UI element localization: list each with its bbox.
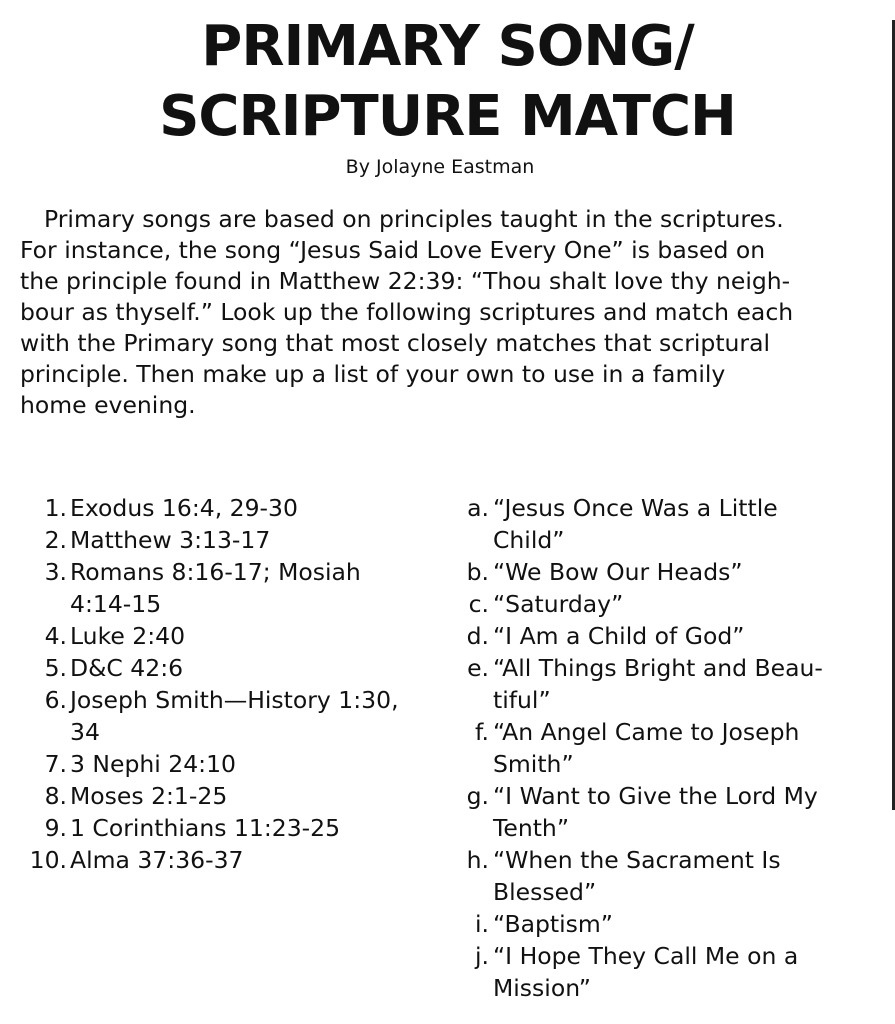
song-title-continued: Blessed” xyxy=(493,878,597,906)
scripture-number: 10. xyxy=(29,846,67,874)
intro-line: bour as thyself.” Look up the following scriptures and match each xyxy=(20,298,794,326)
song-title: “All Things Bright and Beau- xyxy=(493,654,823,682)
song-item xyxy=(455,588,875,620)
scripture-reference: Matthew 3:13-17 xyxy=(70,526,271,554)
song-title-continued: Smith” xyxy=(493,750,574,778)
scripture-number: 3. xyxy=(44,558,67,586)
song-letter: j. xyxy=(475,942,489,970)
scripture-reference: 1 Corinthians 11:23-25 xyxy=(70,814,341,842)
intro-line: For instance, the song “Jesus Said Love Every One” is based on xyxy=(20,236,766,264)
song-letter: c. xyxy=(468,590,489,618)
song-title: “Baptism” xyxy=(493,910,613,938)
song-item xyxy=(455,492,875,556)
song-title: “I Hope They Call Me on a xyxy=(493,942,799,970)
scripture-reference: Alma 37:36-37 xyxy=(70,846,244,874)
scripture-item xyxy=(24,812,444,844)
scripture-number: 4. xyxy=(44,622,67,650)
song-title: “I Want to Give the Lord My xyxy=(493,782,818,810)
song-item xyxy=(455,620,875,652)
intro-line: principle. Then make up a list of your own to use in a family xyxy=(20,360,726,388)
byline: By Jolayne Eastman xyxy=(345,156,535,178)
scripture-list xyxy=(24,492,444,876)
song-letter: h. xyxy=(466,846,489,874)
song-title: “I Am a Child of God” xyxy=(493,622,745,650)
intro-paragraph xyxy=(20,204,880,421)
song-title: “Jesus Once Was a Little xyxy=(493,494,778,522)
scripture-number: 2. xyxy=(44,526,67,554)
scripture-reference: Luke 2:40 xyxy=(70,622,186,650)
song-letter: b. xyxy=(466,558,489,586)
article-title-line-2: SCRIPTURE MATCH xyxy=(159,84,736,149)
song-letter: g. xyxy=(466,782,489,810)
song-item xyxy=(455,844,875,908)
intro-line: home evening. xyxy=(20,391,196,419)
scripture-item xyxy=(24,780,444,812)
scripture-item xyxy=(24,684,444,748)
song-list xyxy=(455,492,875,1004)
scripture-item xyxy=(24,620,444,652)
song-letter: e. xyxy=(467,654,489,682)
scripture-reference: Moses 2:1-25 xyxy=(70,782,228,810)
scripture-item xyxy=(24,652,444,684)
scripture-item xyxy=(24,748,444,780)
scripture-number: 9. xyxy=(44,814,67,842)
song-letter: d. xyxy=(466,622,489,650)
scripture-item xyxy=(24,492,444,524)
song-title: “When the Sacrament Is xyxy=(493,846,781,874)
scripture-reference-continued: 34 xyxy=(70,718,100,746)
song-title: “Saturday” xyxy=(493,590,624,618)
song-item xyxy=(455,908,875,940)
song-item xyxy=(455,716,875,780)
scripture-item xyxy=(24,844,444,876)
song-title-continued: Tenth” xyxy=(493,814,569,842)
song-title-continued: Mission” xyxy=(493,974,591,1002)
scripture-number: 5. xyxy=(44,654,67,682)
intro-line: with the Primary song that most closely matches that scriptural xyxy=(20,329,771,357)
scripture-reference: 3 Nephi 24:10 xyxy=(70,750,236,778)
song-item xyxy=(455,940,875,1004)
intro-line: the principle found in Matthew 22:39: “Thou shalt love thy neigh- xyxy=(20,267,791,295)
scripture-reference: D&C 42:6 xyxy=(70,654,184,682)
song-item xyxy=(455,652,875,716)
song-letter: a. xyxy=(467,494,489,522)
scripture-item xyxy=(24,556,444,620)
song-item xyxy=(455,556,875,588)
intro-line: Primary songs are based on principles taught in the scriptures. xyxy=(44,205,784,233)
scripture-item xyxy=(24,524,444,556)
scripture-number: 8. xyxy=(44,782,67,810)
song-title: “An Angel Came to Joseph xyxy=(493,718,800,746)
song-letter: f. xyxy=(474,718,489,746)
song-letter: i. xyxy=(475,910,489,938)
song-title: “We Bow Our Heads” xyxy=(493,558,743,586)
song-item xyxy=(455,780,875,844)
song-title-continued: Child” xyxy=(493,526,565,554)
scripture-reference: Joseph Smith—History 1:30, xyxy=(70,686,399,714)
scripture-reference-continued: 4:14-15 xyxy=(70,590,162,618)
scripture-number: 1. xyxy=(44,494,67,522)
song-title-continued: tiful” xyxy=(493,686,551,714)
scripture-number: 7. xyxy=(44,750,67,778)
scripture-reference: Romans 8:16-17; Mosiah xyxy=(70,558,361,586)
scripture-reference: Exodus 16:4, 29-30 xyxy=(70,494,298,522)
article-title-line-1: PRIMARY SONG/ xyxy=(201,14,694,79)
scripture-number: 6. xyxy=(44,686,67,714)
